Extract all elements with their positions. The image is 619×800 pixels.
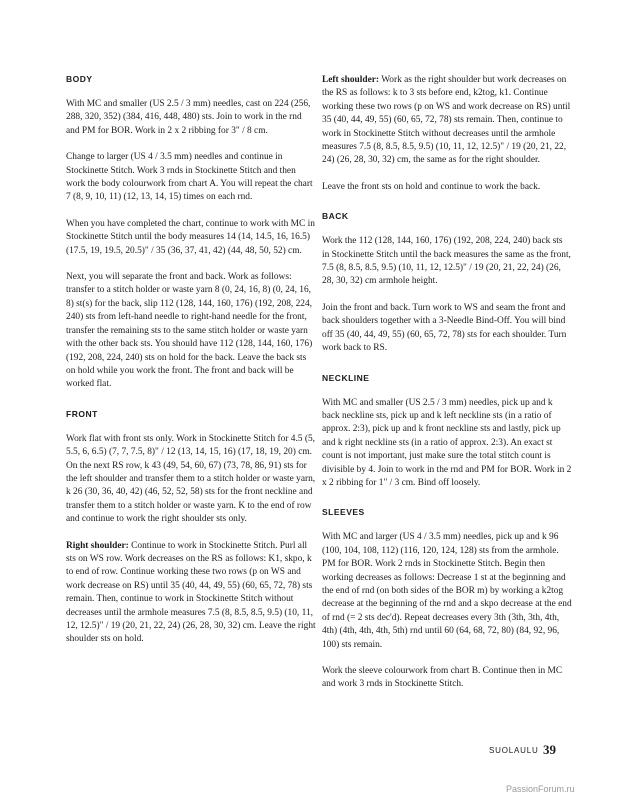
page-number: 39 (543, 742, 556, 757)
right-shoulder-paragraph (66, 540, 316, 647)
left-shoulder-text: Work as the right shoulder but work decreases on the RS as follows: k to 3 sts before end, k2tog, k1. Continue working these two rows (p on WS and work decrease on RS) until 35 (40, 44, 49, 55) (60, 65, 72, 78) sts remain. Then, continue to work in Stockinette Stitch without decreases until the armhole measures 7.5 (8, 8.5, 8.5, 9.5) (10, 11, 12, 12.5)" / 19 (20, 21, 22, 24) (26, 28, 30, 32) cm, the same as for the right shoulder. (322, 75, 571, 166)
right-shoulder-label: Right shoulder: (66, 540, 129, 551)
left-column (66, 74, 316, 660)
neckline-paragraph: With MC and smaller (US 2.5 / 3 mm) needles, pick up and k back neckline sts, pick up and k left neckline sts (in a ratio of approx. 2:3), pick up and k front neckline sts and lastly, pick up and k right neckline sts (in a ratio of approx. 2:3). An exact st count is not important, just make sure the total stitch count is divisible by 4. Join to work in the rnd and PM for BOR. Work in 2 x 2 ribbing for 1" / 3 cm. Bind off loosely. (322, 397, 572, 488)
section-heading-sleeves: SLEEVES (322, 507, 365, 518)
section-heading-back: BACK (322, 211, 349, 222)
front-paragraph: Work flat with front sts only. Work in Stockinette Stitch for 4.5 (5, 5.5, 6, 6.5) (7, 7, 7.5, 8)" / 12 (13, 14, 15, 16) (17, 18, 19, 20) cm. On the next RS row, k 43 (49, 54, 60, 67) (73, 78, 86, 91) sts for the left shoulder and transfer them to a stitch holder or waste yarn, k 26 (30, 36, 40, 42) (46, 52, 52, 58) sts for the front neckline and transfer them to a stitch holder or waste yarn. K to the end of row and continue to work the right shoulder sts only. (66, 433, 316, 525)
section-heading-body: BODY (66, 74, 93, 84)
left-shoulder-paragraph (322, 74, 572, 168)
running-footer-title: SUOLAULU (489, 746, 539, 755)
back-paragraph: Work the 112 (128, 144, 160, 176) (192, 208, 224, 240) back sts in Stockinette Stitch until the back measures the same as the front, 7.5 (8, 8.5, 8.5, 9.5) (10, 11, 12, 12.5)" / 19 (20, 21, 22, 24) (26, 28, 30, 32) cm armhole height. (322, 236, 571, 287)
body-paragraph: Next, you will separate the front and back. Work as follows: transfer to a stitch holder or waste yarn 8 (0, 24, 16, 8) (0, 24, 16, 8) st(s) for the back, slip 112 (128, 144, 160, 176) (192, 208, 224, 240) sts from left-hand needle to right-hand needle for the front, transfer the remaining sts to the same stitch holder or waste yarn with the other back sts. You should have 112 (128, 144, 160, 176) (192, 208, 224, 240) sts on hold for the back. Leave the back sts on hold while you work the front. The front and back will be worked flat. (66, 272, 313, 390)
sleeves-paragraph: Work the sleeve colourwork from chart B. Continue then in MC and work 3 rnds in Stockinette Stitch. (322, 666, 563, 690)
right-shoulder-text: Continue to work in Stockinette Stitch. Purl all sts on WS row. Work decreases on the RS as follows: K1, skpo, k to end of row. Continue working these two rows (p on WS and work decrease on RS) until 35 (40, 44, 49, 55) (60, 65, 72, 78) sts remain. Then, continue to work in Stockinette Stitch without decreases until the armhole measures 7.5 (8, 8.5, 8.5, 9.5) (10, 11, 12, 12.5)" / 19 (20, 21, 22, 24) (26, 28, 30, 32) cm. Leave the right shoulder sts on hold. (66, 540, 316, 645)
sleeves-paragraph: With MC and larger (US 4 / 3.5 mm) needles, pick up and k 96 (100, 104, 108, 112) (116, 120, 124, 128) sts from the armhole. PM for BOR. Work 2 rnds in Stockinette Stitch. Begin then working decreases as follows: Decrease 1 st at the beginning and the end of rnd (on both sides of the BOR m) by working a k2tog decrease at the beginning of the rnd and a skpo decrease at the end of rnd (= 2 sts dec'd). Repeat decreases every 3th (3th, 3th, 4th, 4th) (4th, 4th, 4th, 5th) rnd until 60 (64, 68, 72, 80) (84, 92, 96, 100) sts remain. (322, 532, 572, 650)
left-shoulder-label: Left shoulder: (322, 75, 380, 85)
body-paragraph: When you have completed the chart, continue to work with MC in Stockinette Stitch until the body measures 14 (14, 14.5, 16, 16.5) (17.5, 19, 19.5, 20.5)" / 35 (36, 37, 41, 42) (44, 48, 50, 52) cm. (66, 218, 315, 256)
section-heading-neckline: NECKLINE (322, 372, 370, 383)
watermark: PassionForum.ru (506, 784, 575, 794)
back-paragraph: Join the front and back. Turn work to WS and seam the front and back shoulders together with a 3-Needle Bind-Off. You will bind off 35 (40, 44, 49, 55) (60, 65, 72, 78) sts for each shoulder. Turn work back to RS. (322, 302, 567, 354)
section-heading-front: FRONT (66, 408, 98, 419)
right-column (322, 74, 572, 705)
body-paragraph: With MC and smaller (US 2.5 / 3 mm) needles, cast on 224 (256, 288, 320, 352) (384, 416, 448, 480) sts. Join to work in the rnd and PM for BOR. Work in 2 x 2 ribbing for 3" / 8 cm. (66, 99, 311, 136)
body-paragraph: Change to larger (US 4 / 3.5 mm) needles and continue in Stockinette Stitch. Work 3 rnds in Stockinette Stitch and then work the body colourwork from chart A. You will repeat the chart 7 (8, 9, 10, 11) (12, 13, 14, 15) times on each rnd. (66, 152, 313, 203)
left-shoulder-after: Leave the front sts on hold and continue to work the back. (322, 181, 541, 192)
